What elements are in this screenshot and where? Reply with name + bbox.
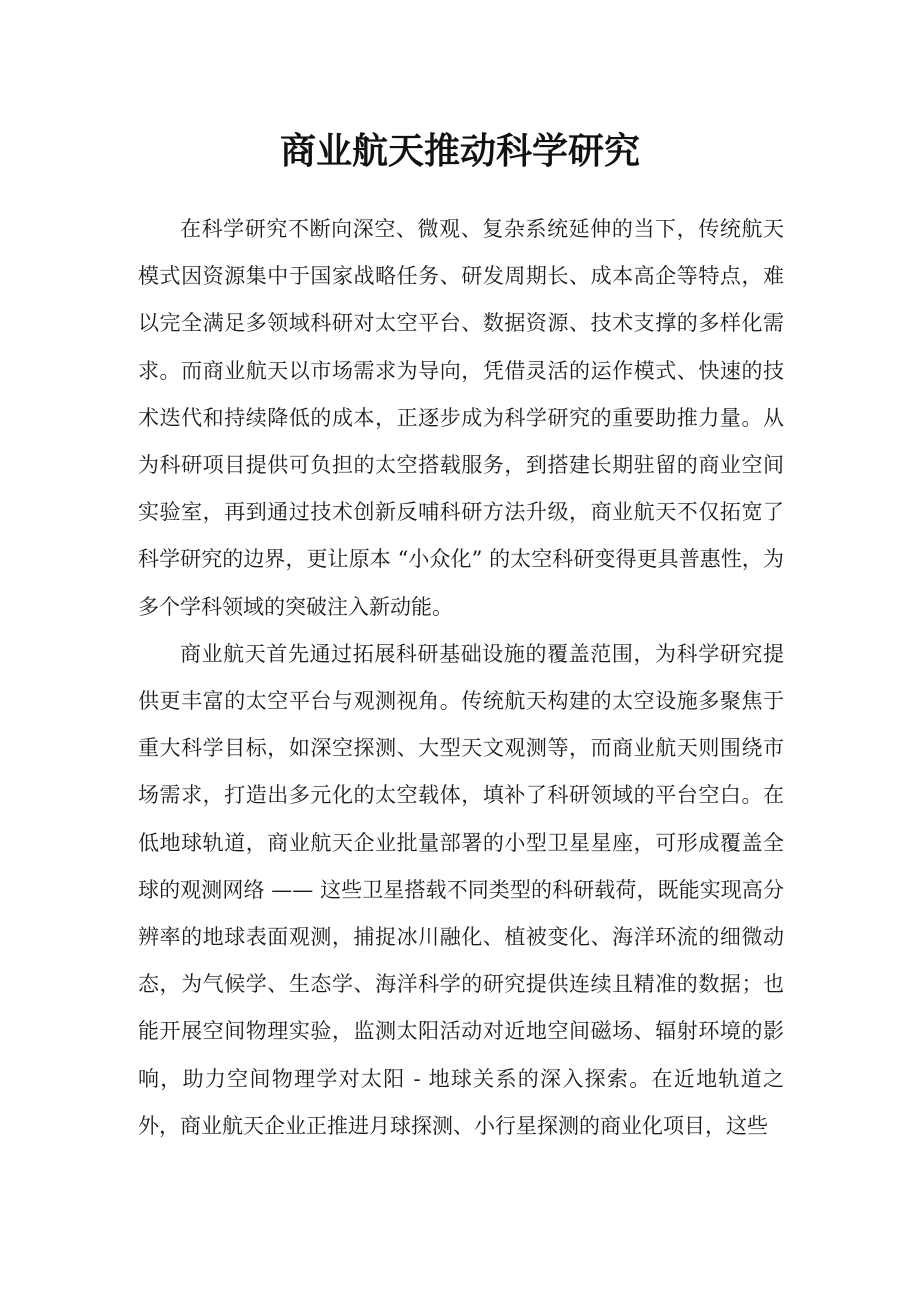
paragraph-2: 商业航天首先通过拓展科研基础设施的覆盖范围，为科学研究提供更丰富的太空平台与观测视角。传统航天构建的太空设施多聚焦于重大科学目标，如深空探测、大型天文观测等，而商业航天则围绕市场需求，打造出多元化的太空载体，填补了科研领域的平台空白。在低地球轨道，商业航天企业批量部署的小型卫星星座，可形成覆盖全球的观测网络 —— 这些卫星搭载不同类型的科研载荷，既能实现高分辨率的地球表面观测，捕捉冰川融化、植被变化、海洋环流的细微动态，为气候学、生态学、海洋科学的研究提供连续且精准的数据；也能开展空间物理实验，监测太阳活动对近地空间磁场、辐射环境的影响，助力空间物理学对太阳 - 地球关系的深入探索。在近地轨道之外，商业航天企业正推进月球探测、小行星探测的商业化项目，这些	[138, 641, 784, 1138]
document-body	[138, 206, 784, 1150]
paragraph-1: 在科学研究不断向深空、微观、复杂系统延伸的当下，传统航天模式因资源集中于国家战略任务、研发周期长、成本高企等特点，难以完全满足多领域科研对太空平台、数据资源、技术支撑的多样化需求。而商业航天以市场需求为导向，凭借灵活的运作模式、快速的技术迭代和持续降低的成本，正逐步成为科学研究的重要助推力量。从为科研项目提供可负担的太空搭载服务，到搭建长期驻留的商业空间实验室，再到通过技术创新反哺科研方法升级，商业航天不仅拓宽了科学研究的边界，更让原本 “小众化” 的太空科研变得更具普惠性，为多个学科领域的突破注入新动能。	[138, 217, 784, 619]
document-title: 商业航天推动科学研究	[279, 131, 640, 172]
